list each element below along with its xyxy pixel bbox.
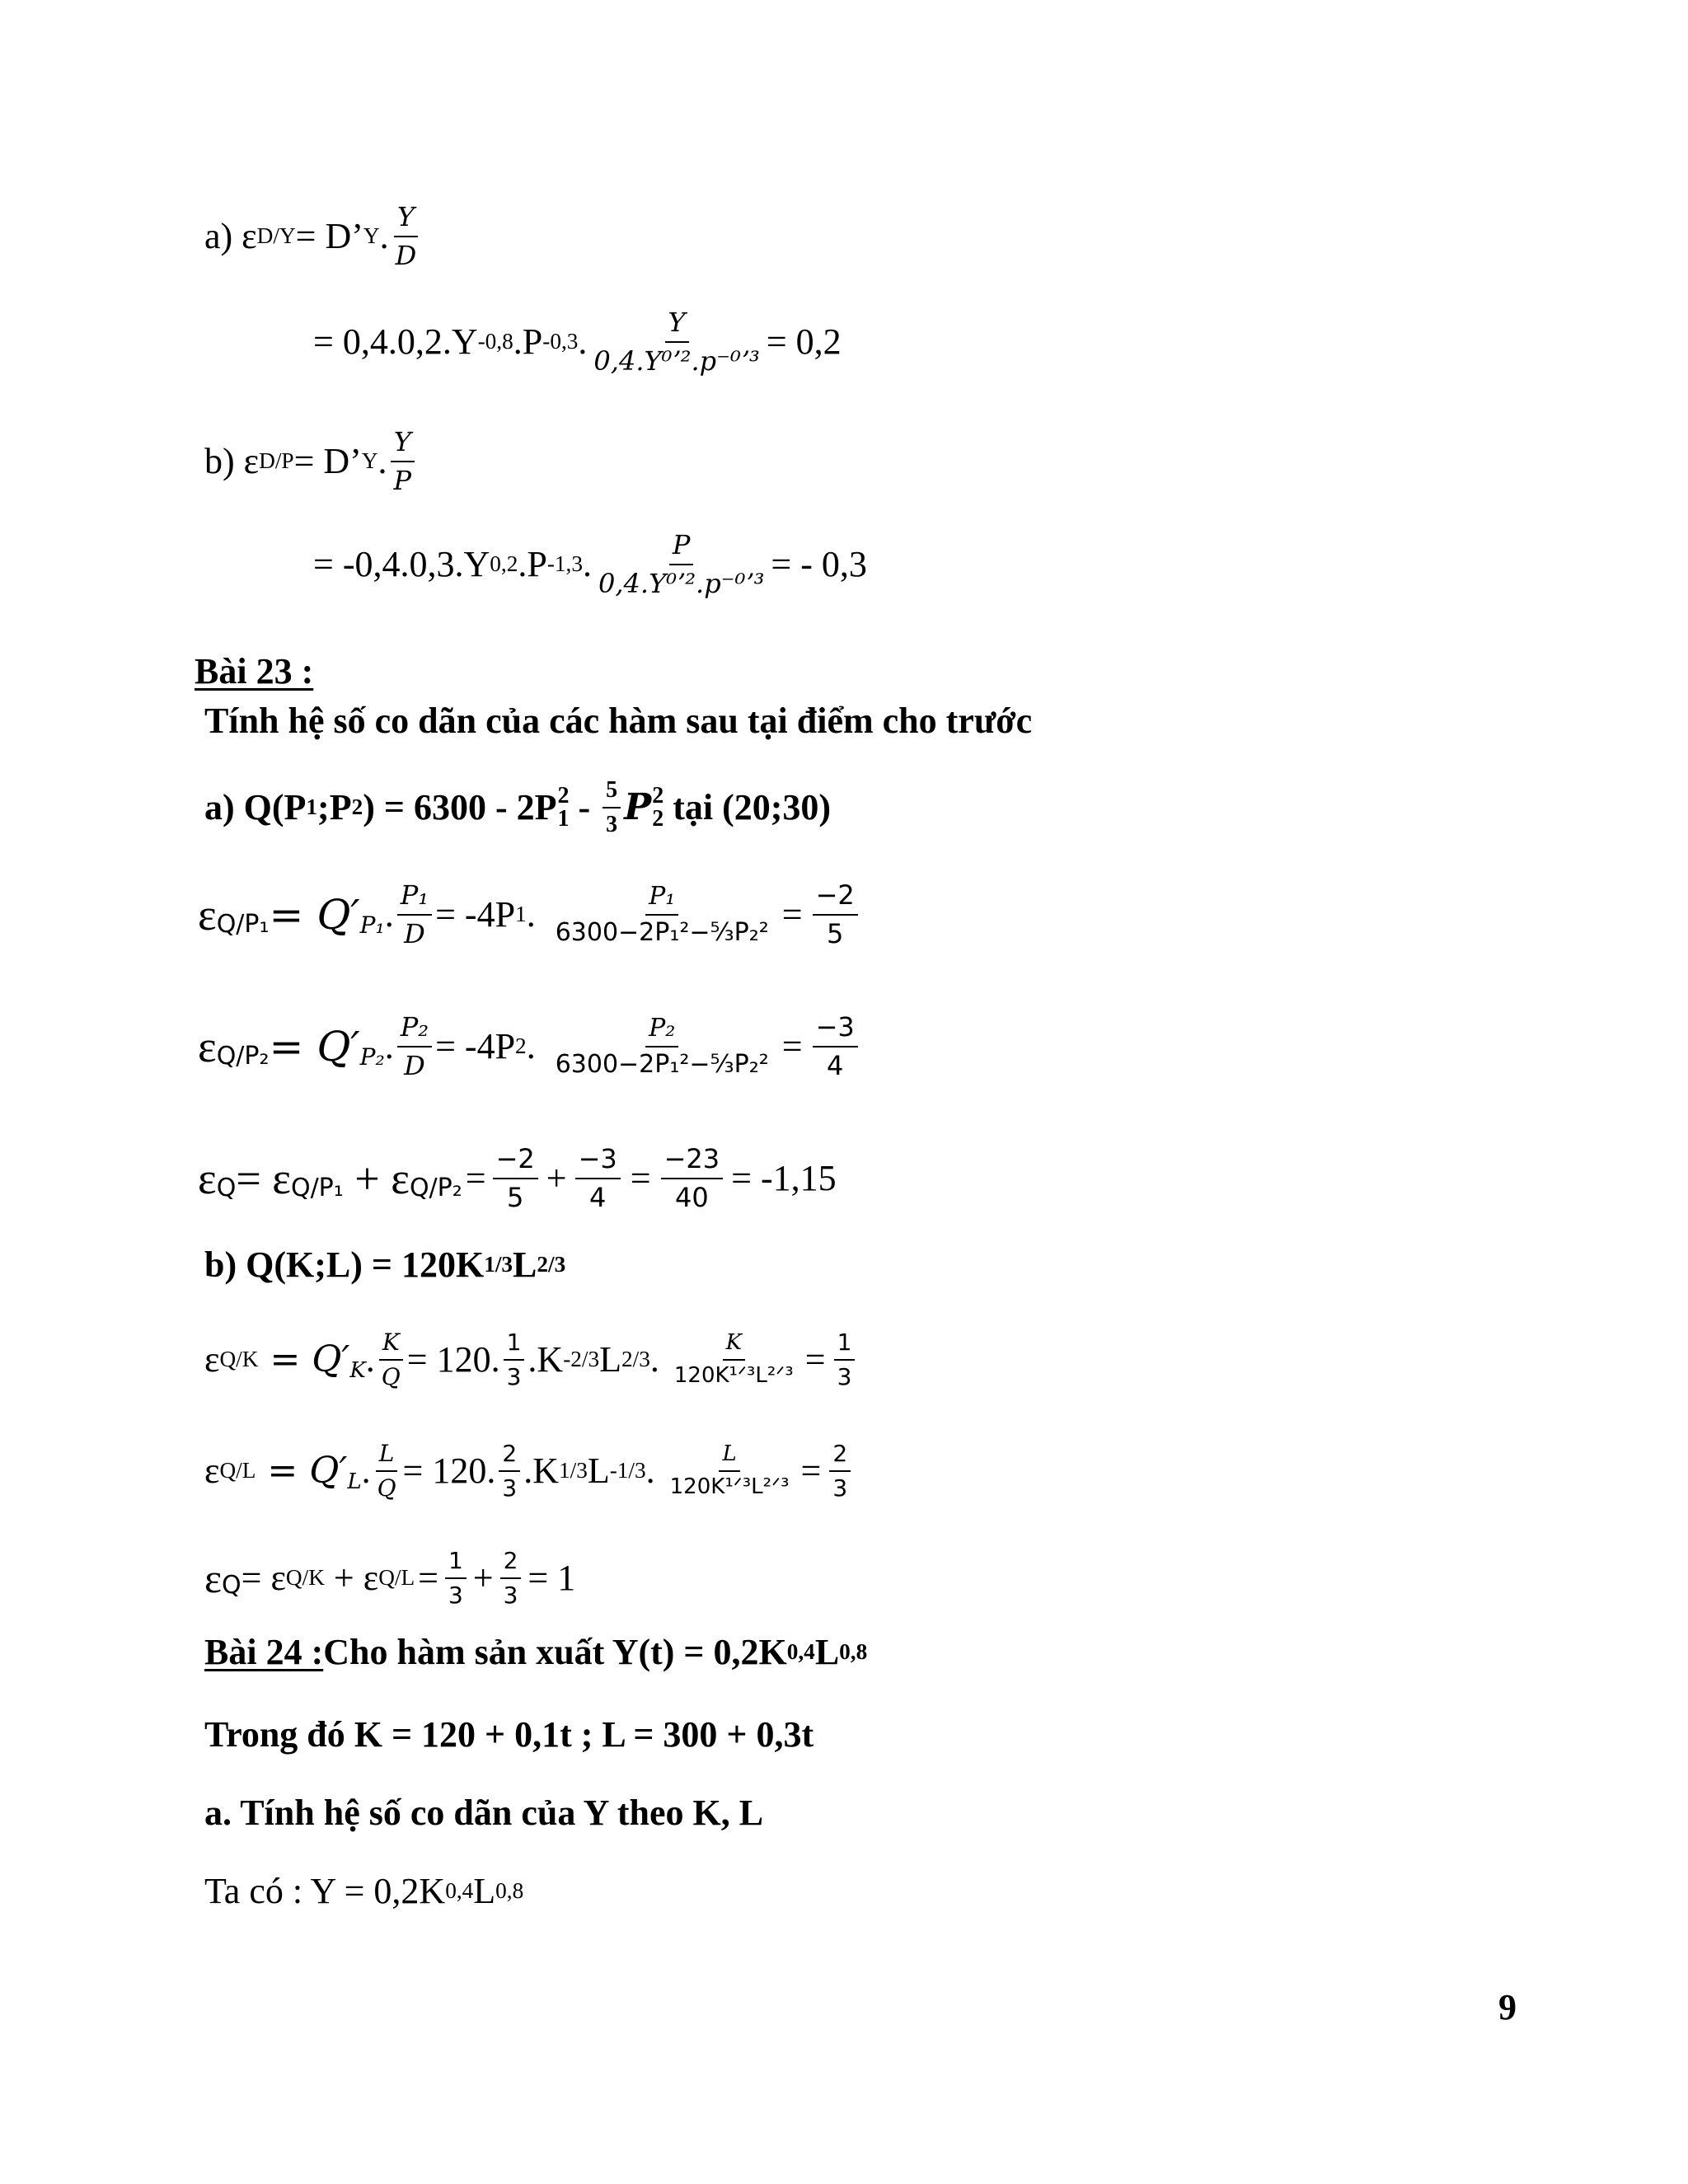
fraction bbox=[374, 1441, 400, 1502]
fraction bbox=[378, 1329, 404, 1390]
text: - bbox=[569, 787, 600, 827]
dot: . bbox=[377, 441, 387, 481]
denominator: 120K¹ᐟ³L²ᐟ³ bbox=[673, 1363, 794, 1388]
superscript: -2/3 bbox=[563, 1347, 600, 1372]
numerator: 2 bbox=[829, 1441, 851, 1472]
page-number: 9 bbox=[1498, 1987, 1517, 2027]
denominator: Q bbox=[377, 1474, 396, 1502]
subscript: 1 bbox=[515, 902, 527, 927]
superscript: -0,3 bbox=[542, 329, 579, 354]
numerator: Y bbox=[394, 202, 418, 237]
eq-elasticity-sum-b bbox=[204, 1537, 575, 1619]
bai-24-line-3 bbox=[204, 1788, 763, 1838]
text: P bbox=[624, 786, 652, 828]
superscript: 2/3 bbox=[621, 1347, 650, 1372]
bai-24-line-4 bbox=[204, 1867, 523, 1916]
denominator: 5 bbox=[507, 1182, 524, 1213]
text: b) Q(K;L) = 120K bbox=[204, 1244, 485, 1285]
scripts bbox=[557, 785, 569, 831]
eq-elasticity-p1 bbox=[198, 869, 861, 960]
subscript: 2 bbox=[515, 1033, 527, 1059]
denominator: 3 bbox=[503, 1582, 518, 1609]
epsilon: ε bbox=[204, 1555, 222, 1601]
subscript: Q/K bbox=[219, 1347, 259, 1372]
epsilon: ε bbox=[198, 1022, 217, 1071]
text: = -0,4.0,3.Y bbox=[313, 544, 490, 584]
equals: = bbox=[781, 894, 803, 935]
label-a: a) ε bbox=[204, 216, 257, 256]
denominator: 40 bbox=[675, 1182, 709, 1213]
text: = 120. bbox=[406, 1339, 500, 1380]
text: a) Q(P bbox=[204, 787, 307, 827]
denominator: 4 bbox=[589, 1182, 607, 1213]
denominator: 3 bbox=[448, 1582, 463, 1609]
fraction bbox=[500, 1548, 522, 1609]
denominator: P bbox=[393, 465, 412, 496]
subscript: D/P bbox=[259, 448, 294, 474]
numerator: −2 bbox=[813, 880, 858, 916]
text: L bbox=[473, 1871, 496, 1911]
denominator: 6300−2P₁²−⁵⁄₃P₂² bbox=[555, 1050, 769, 1079]
superscript: 2 bbox=[652, 783, 664, 808]
denominator: 5 bbox=[826, 918, 844, 949]
text: Ta có : Y = 0,2K bbox=[204, 1871, 446, 1911]
denominator: 3 bbox=[837, 1363, 852, 1390]
equals: = bbox=[804, 1339, 826, 1380]
numerator: −2 bbox=[493, 1144, 538, 1179]
subscript: 1 bbox=[557, 806, 570, 832]
result: = 0,2 bbox=[766, 321, 842, 362]
subscript: K bbox=[349, 1358, 366, 1383]
text: = 120. bbox=[402, 1451, 496, 1491]
subscript: P₂ bbox=[359, 1043, 385, 1071]
superscript: 0,8 bbox=[495, 1878, 524, 1904]
superscript: 1/3 bbox=[558, 1458, 588, 1483]
text: = Q′ bbox=[269, 891, 360, 939]
numerator: 1 bbox=[504, 1329, 525, 1361]
result: = - 0,3 bbox=[771, 544, 867, 584]
dot: . bbox=[379, 216, 389, 256]
numerator: K bbox=[379, 1329, 403, 1361]
fraction bbox=[829, 1441, 851, 1502]
numerator: P bbox=[669, 530, 694, 565]
text: a. Tính hệ số co dãn của Y theo K, L bbox=[204, 1793, 764, 1833]
fraction bbox=[834, 1329, 856, 1390]
text: = Q′ bbox=[258, 1338, 350, 1380]
superscript: 0,8 bbox=[839, 1639, 868, 1665]
label-b: b) ε bbox=[204, 441, 260, 481]
subscript: Q/P₂ bbox=[216, 1042, 270, 1071]
text: = 0,4.0,2.Y bbox=[313, 321, 478, 362]
numerator: 5 bbox=[603, 777, 621, 808]
denominator: D bbox=[404, 918, 425, 949]
superscript: -1,3 bbox=[546, 551, 583, 577]
fraction bbox=[813, 880, 858, 949]
dot: . bbox=[361, 1451, 371, 1491]
eq-elasticity-sum-a bbox=[198, 1133, 837, 1224]
text: L bbox=[814, 1632, 840, 1672]
subscript: Q/P₂ bbox=[409, 1174, 462, 1202]
dot: . bbox=[583, 544, 592, 584]
equals: = bbox=[630, 1158, 651, 1198]
subtitle-text: Tính hệ số co dãn của các hàm sau tại điểm cho trước bbox=[204, 701, 1033, 741]
fraction bbox=[391, 427, 415, 496]
result: = -1,15 bbox=[731, 1158, 837, 1198]
numerator: −3 bbox=[813, 1012, 858, 1047]
bai-23-part-a bbox=[204, 776, 832, 837]
eq-elasticity-k bbox=[204, 1319, 858, 1401]
numerator: 1 bbox=[445, 1548, 467, 1579]
fraction bbox=[603, 777, 621, 838]
scripts bbox=[652, 785, 663, 831]
text: tại (20;30) bbox=[663, 787, 832, 827]
fraction bbox=[397, 1012, 432, 1081]
equals: = bbox=[418, 1558, 438, 1598]
subscript: P₁ bbox=[359, 912, 385, 939]
line-b-computation bbox=[313, 527, 867, 602]
text: = -4P bbox=[435, 1026, 516, 1066]
equals-derivative: = D’ bbox=[293, 441, 362, 481]
fraction bbox=[499, 1441, 520, 1502]
fraction bbox=[397, 880, 432, 949]
subscript: 2 bbox=[351, 794, 363, 820]
dot: . bbox=[384, 894, 394, 935]
denominator: 3 bbox=[506, 1363, 522, 1390]
text: Trong đó K = 120 + 0,1t ; L = 300 + 0,3t bbox=[204, 1714, 814, 1755]
bai-24-heading-line bbox=[204, 1628, 867, 1677]
heading-bai-23 bbox=[195, 651, 313, 692]
fraction bbox=[445, 1548, 467, 1609]
subscript: Q bbox=[222, 1571, 241, 1600]
superscript: 1/3 bbox=[484, 1252, 513, 1277]
denominator: 120K¹ᐟ³L²ᐟ³ bbox=[669, 1474, 790, 1499]
text: .K bbox=[523, 1451, 559, 1491]
heading-text: Bài 23 : bbox=[195, 651, 314, 691]
denominator: 3 bbox=[606, 812, 618, 837]
result: = 1 bbox=[528, 1558, 576, 1598]
text: .K bbox=[528, 1339, 564, 1380]
subscript: L bbox=[347, 1469, 362, 1494]
denominator: 4 bbox=[826, 1050, 844, 1081]
denominator: 6300−2P₁²−⁵⁄₃P₂² bbox=[555, 918, 769, 947]
text: .P bbox=[518, 544, 547, 584]
text: Cho hàm sản xuất Y(t) = 0,2K bbox=[323, 1632, 787, 1672]
superscript: 0,2 bbox=[490, 551, 518, 577]
numerator: K bbox=[723, 1331, 745, 1361]
text: L bbox=[587, 1451, 610, 1491]
subscript: Q/K bbox=[285, 1565, 325, 1591]
superscript: 0,4 bbox=[786, 1639, 815, 1665]
dot: . bbox=[645, 1451, 655, 1491]
numerator: 2 bbox=[499, 1441, 520, 1472]
numerator: P₁ bbox=[397, 880, 432, 916]
epsilon: ε bbox=[198, 1154, 217, 1203]
eq-elasticity-p2 bbox=[198, 1001, 861, 1092]
subscript: Q/L bbox=[378, 1565, 415, 1591]
numerator: L bbox=[719, 1442, 739, 1472]
fraction bbox=[813, 1012, 858, 1081]
fraction bbox=[671, 1331, 797, 1389]
plus: + bbox=[546, 1158, 567, 1198]
text: L bbox=[513, 1244, 537, 1285]
superscript: -0,8 bbox=[477, 329, 513, 354]
superscript: 0,4 bbox=[445, 1878, 474, 1904]
dot: . bbox=[578, 321, 588, 362]
fraction bbox=[667, 1442, 793, 1500]
subscript: D/Y bbox=[256, 223, 296, 249]
epsilon: ε bbox=[204, 1451, 220, 1491]
bai-24-line-2 bbox=[204, 1710, 814, 1760]
fraction bbox=[392, 202, 420, 271]
numerator: Y bbox=[391, 427, 415, 462]
subscript: Q/L bbox=[219, 1458, 256, 1483]
numerator: Y bbox=[665, 307, 689, 343]
numerator: −3 bbox=[575, 1144, 621, 1179]
subscript: Y bbox=[361, 448, 378, 474]
subscript: Y bbox=[363, 223, 380, 249]
text: L bbox=[599, 1339, 622, 1380]
subscript: Q/P₁ bbox=[216, 910, 270, 939]
equals: = bbox=[800, 1451, 822, 1491]
denominator: 3 bbox=[502, 1474, 518, 1502]
equals: = bbox=[465, 1158, 486, 1198]
epsilon: ε bbox=[204, 1339, 220, 1380]
plus: + bbox=[472, 1558, 494, 1598]
eq-elasticity-l bbox=[204, 1430, 854, 1512]
dot: . bbox=[649, 1339, 659, 1380]
superscript: 2/3 bbox=[537, 1252, 566, 1277]
fraction bbox=[590, 307, 762, 377]
denominator: 0,4.Y⁰ʼ².p⁻⁰ʼ³ bbox=[598, 568, 765, 599]
denominator: 3 bbox=[832, 1474, 848, 1502]
denominator: D bbox=[404, 1050, 425, 1081]
text: = ε bbox=[236, 1154, 291, 1203]
subscript: Q bbox=[216, 1174, 237, 1202]
numerator: −23 bbox=[661, 1144, 724, 1179]
subscript: 2 bbox=[652, 806, 664, 832]
numerator: P₂ bbox=[397, 1012, 432, 1047]
denominator: Q bbox=[381, 1363, 401, 1390]
line-a-elasticity-def bbox=[204, 199, 423, 274]
bai-23-subtitle bbox=[204, 701, 1032, 742]
denominator: 0,4.Y⁰ʼ².p⁻⁰ʼ³ bbox=[593, 345, 760, 377]
text: = -4P bbox=[435, 894, 516, 935]
fraction bbox=[575, 1144, 621, 1213]
numerator: P₂ bbox=[645, 1015, 678, 1048]
superscript: -1/3 bbox=[609, 1458, 646, 1483]
fraction bbox=[552, 1015, 772, 1080]
numerator: 1 bbox=[834, 1329, 856, 1361]
text: .P bbox=[513, 321, 543, 362]
numerator: 2 bbox=[500, 1548, 522, 1579]
heading-text: Bài 24 : bbox=[204, 1632, 324, 1672]
dot: . bbox=[526, 1026, 536, 1066]
fraction bbox=[504, 1329, 525, 1390]
subscript: 1 bbox=[306, 794, 318, 820]
text: = Q′ bbox=[269, 1023, 360, 1071]
fraction bbox=[595, 530, 767, 599]
numerator: L bbox=[376, 1441, 398, 1472]
dot: . bbox=[365, 1339, 375, 1380]
line-a-computation bbox=[313, 305, 842, 379]
subscript: Q/P₁ bbox=[290, 1174, 344, 1202]
text: ) = 6300 - 2P bbox=[363, 787, 557, 827]
dot: . bbox=[526, 894, 536, 935]
equals-derivative: = D’ bbox=[295, 216, 363, 256]
line-b-elasticity-def bbox=[204, 424, 418, 499]
numerator: P₁ bbox=[645, 883, 678, 916]
dot: . bbox=[384, 1026, 394, 1066]
fraction bbox=[661, 1144, 724, 1213]
superscript: 2 bbox=[557, 783, 570, 808]
text: = ε bbox=[241, 1558, 286, 1598]
fraction bbox=[493, 1144, 538, 1213]
denominator: D bbox=[395, 240, 417, 271]
text: = Q′ bbox=[256, 1450, 348, 1492]
fraction bbox=[552, 883, 772, 948]
text: + ε bbox=[343, 1154, 410, 1203]
text: + ε bbox=[324, 1558, 379, 1598]
text: ;P bbox=[317, 787, 352, 827]
equals: = bbox=[781, 1026, 803, 1066]
epsilon: ε bbox=[198, 890, 217, 940]
bai-23-part-b bbox=[204, 1240, 565, 1290]
